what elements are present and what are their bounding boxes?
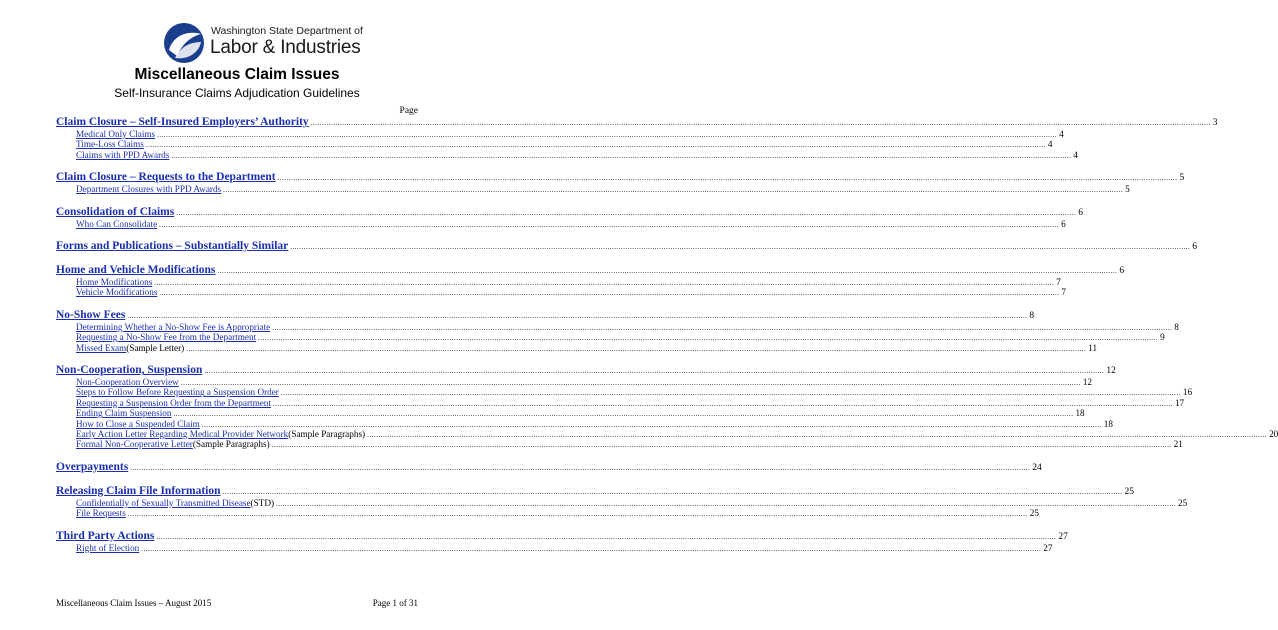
footer-page-number: Page 1 of 31 [372, 598, 418, 608]
toc-section-row [56, 205, 1083, 218]
toc-section-row [56, 240, 1198, 252]
org-line1: Washington State Department of [211, 25, 363, 37]
toc-subsection-row [56, 439, 1183, 450]
toc-section-link[interactable]: No-Show Fees [56, 308, 126, 321]
toc-page-number: 8 [1174, 321, 1179, 332]
toc-leader-dots: ................................................................................................................................................................................................................................................................................................................................................................................................................ [310, 119, 1211, 127]
page-column-header: Page [399, 106, 418, 116]
toc-section-link[interactable]: Non-Cooperation, Suspension [56, 364, 203, 376]
toc-page-number: 25 [1029, 508, 1039, 519]
toc-section-link[interactable]: Consolidation of Claims [56, 205, 175, 218]
toc-leader-dots: ................................................................................................................................................................................................................................................................................................................................................................................................................ [173, 410, 1074, 419]
toc-subsection-row [56, 218, 1066, 229]
toc-subsection-row [56, 149, 1078, 160]
toc-subsection-note: (Sample Letter) [126, 342, 185, 353]
toc-leader-dots: ................................................................................................................................................................................................................................................................................................................................................................................................................ [176, 208, 1077, 217]
toc-section-link[interactable]: Claim Closure – Requests to the Department [56, 171, 276, 184]
toc-subsection-link[interactable]: Determining Whether a No-Show Fee is Appropriate [76, 321, 271, 332]
toc-page-number: 3 [1212, 118, 1218, 128]
toc-subsection-row [56, 418, 1113, 429]
toc-leader-dots: ................................................................................................................................................................................................................................................................................................................................................................................................................ [154, 279, 1055, 287]
lni-logo-icon [163, 22, 205, 64]
toc-subsection-link[interactable]: Confidentially of Sexually Transmitted Disease [76, 497, 251, 508]
toc-leader-dots: ................................................................................................................................................................................................................................................................................................................................................................................................................ [159, 220, 1060, 229]
toc-leader-dots: ................................................................................................................................................................................................................................................................................................................................................................................................................ [157, 131, 1058, 139]
toc-leader-dots: ................................................................................................................................................................................................................................................................................................................................................................................................................ [159, 289, 1060, 298]
toc-leader-dots: ................................................................................................................................................................................................................................................................................................................................................................................................................ [367, 431, 1268, 439]
footer-left: Miscellaneous Claim Issues – August 2015 [56, 598, 212, 608]
toc-leader-dots: ................................................................................................................................................................................................................................................................................................................................................................................................................ [222, 487, 1123, 496]
toc-section-link[interactable]: Home and Vehicle Modifications [56, 264, 216, 276]
toc-subsection-row [56, 184, 1130, 195]
toc-subsection-link[interactable]: Missed Exam [76, 342, 127, 353]
toc-subsection-link[interactable]: How to Close a Suspended Claim [76, 418, 200, 429]
toc-subsection-link[interactable]: Who Can Consolidate [76, 218, 158, 229]
toc-page-number: 16 [1182, 387, 1193, 398]
toc-subsection-link[interactable]: Department Closures with PPD Awards [76, 184, 222, 195]
toc-leader-dots: ................................................................................................................................................................................................................................................................................................................................................................................................................ [127, 311, 1028, 320]
toc-page-number: 4 [1059, 129, 1064, 139]
toc-subsection-row [56, 129, 1064, 139]
toc-page-number: 6 [1061, 218, 1066, 229]
toc-subsection-link[interactable]: Vehicle Modifications [76, 287, 158, 298]
toc-subsection-link[interactable]: Claims with PPD Awards [76, 149, 170, 160]
toc-subsection-row [56, 287, 1066, 298]
toc-section-row [56, 460, 1042, 473]
toc-leader-dots: ................................................................................................................................................................................................................................................................................................................................................................................................................ [217, 267, 1118, 275]
toc-page-number: 18 [1075, 408, 1085, 419]
toc-section-link[interactable]: Forms and Publications – Substantially Similar [56, 240, 289, 252]
toc-page-number: 4 [1047, 139, 1053, 150]
toc-section-row [56, 364, 1116, 376]
toc-subsection-row [56, 397, 1185, 408]
toc-subsection-row [56, 139, 1053, 150]
toc-subsection-row [56, 377, 1093, 387]
toc-page-number: 12 [1106, 366, 1116, 376]
toc-leader-dots: ................................................................................................................................................................................................................................................................................................................................................................................................................ [280, 389, 1181, 398]
toc-subsection-link[interactable]: Time-Loss Claims [76, 139, 144, 150]
toc-leader-dots: ................................................................................................................................................................................................................................................................................................................................................................................................................ [258, 334, 1159, 343]
toc-subsection-link[interactable]: Non-Cooperation Overview [76, 377, 179, 387]
toc-page-number: 12 [1082, 377, 1093, 387]
toc-leader-dots: ................................................................................................................................................................................................................................................................................................................................................................................................................ [141, 544, 1042, 553]
toc-section-row [56, 116, 1218, 128]
toc-page-number: 25 [1124, 486, 1134, 497]
toc-leader-dots: ................................................................................................................................................................................................................................................................................................................................................................................................................ [171, 151, 1072, 160]
toc-section-row [56, 171, 1185, 184]
toc-subsection-row [56, 429, 1278, 439]
toc-section-link[interactable]: Claim Closure – Self-Insured Employers’ Authority [56, 116, 309, 128]
toc-subsection-link[interactable]: Requesting a No-Show Fee from the Department [76, 332, 257, 343]
toc-leader-dots: ................................................................................................................................................................................................................................................................................................................................................................................................................ [272, 323, 1173, 332]
toc-section-link[interactable]: Third Party Actions [56, 529, 155, 542]
toc-leader-dots: ................................................................................................................................................................................................................................................................................................................................................................................................................ [156, 532, 1057, 541]
toc-page-number: 9 [1160, 332, 1165, 343]
toc-subsection-note: (Sample Paragraphs) [288, 429, 366, 439]
toc-page-number: 24 [1032, 462, 1042, 473]
toc-page-number: 25 [1178, 497, 1188, 508]
toc-leader-dots: ................................................................................................................................................................................................................................................................................................................................................................................................................ [223, 186, 1124, 195]
toc-page-number: 27 [1058, 531, 1068, 542]
toc-page-number: 6 [1078, 207, 1083, 218]
toc-subsection-link[interactable]: File Requests [76, 508, 126, 519]
toc-section-link[interactable]: Overpayments [56, 460, 129, 473]
toc-section-link[interactable]: Releasing Claim File Information [56, 484, 221, 497]
toc-leader-dots: ................................................................................................................................................................................................................................................................................................................................................................................................................ [277, 174, 1178, 183]
toc-section-row [56, 529, 1068, 542]
toc-page-number: 18 [1103, 418, 1113, 429]
toc-subsection-row [56, 277, 1061, 287]
toc-subsection-row [56, 408, 1085, 419]
toc-page-number: 27 [1043, 542, 1053, 553]
toc-subsection-note: (STD) [250, 497, 275, 508]
toc-subsection-note: (Sample Paragraphs) [192, 439, 270, 450]
toc-subsection-row [56, 508, 1039, 519]
document-subtitle: Self-Insurance Claims Adjudication Guidelines [114, 86, 360, 100]
toc-subsection-row [56, 497, 1188, 508]
toc-section-row [56, 484, 1134, 497]
toc-subsection-link[interactable]: Medical Only Claims [76, 129, 156, 139]
toc-subsection-link[interactable]: Ending Claim Suspension [76, 408, 172, 419]
toc-leader-dots: ................................................................................................................................................................................................................................................................................................................................................................................................................ [201, 420, 1102, 429]
org-line2: Labor & Industries [210, 37, 361, 58]
toc-leader-dots: ................................................................................................................................................................................................................................................................................................................................................................................................................ [186, 344, 1087, 353]
toc-subsection-link[interactable]: Right of Election [76, 542, 140, 553]
toc-subsection-row [56, 342, 1098, 353]
toc-leader-dots: ................................................................................................................................................................................................................................................................................................................................................................................................................ [127, 510, 1028, 519]
toc-subsection-row [56, 332, 1165, 343]
toc-subsection-row [56, 387, 1193, 398]
toc-page-number: 7 [1056, 277, 1061, 287]
toc-leader-dots: ................................................................................................................................................................................................................................................................................................................................................................................................................ [290, 243, 1191, 251]
lni-logo [163, 22, 363, 66]
toc-page-number: 5 [1125, 184, 1130, 195]
toc-page-number: 17 [1174, 397, 1185, 408]
toc-page-number: 4 [1073, 149, 1078, 160]
toc-subsection-row [56, 542, 1053, 553]
toc-leader-dots: ................................................................................................................................................................................................................................................................................................................................................................................................................ [204, 367, 1105, 375]
toc-page-number: 6 [1119, 266, 1125, 276]
toc-leader-dots: ................................................................................................................................................................................................................................................................................................................................................................................................................ [180, 379, 1081, 387]
toc-section-row [56, 308, 1035, 321]
toc-leader-dots: ................................................................................................................................................................................................................................................................................................................................................................................................................ [272, 399, 1173, 408]
document-title: Miscellaneous Claim Issues [134, 66, 340, 83]
toc-subsection-row [56, 321, 1179, 332]
toc-leader-dots: ................................................................................................................................................................................................................................................................................................................................................................................................................ [276, 499, 1177, 508]
toc-subsection-link[interactable]: Requesting a Suspension Order from the Department [76, 397, 271, 408]
toc-page-number: 11 [1088, 342, 1098, 353]
toc-page-number: 5 [1179, 173, 1185, 184]
toc-subsection-link[interactable]: Steps to Follow Before Requesting a Suspension Order [76, 387, 279, 398]
toc-page-number: 7 [1061, 287, 1066, 298]
toc-page-number: 21 [1173, 439, 1183, 450]
toc-subsection-link[interactable]: Home Modifications [76, 277, 153, 287]
toc-subsection-link[interactable]: Formal Non-Cooperative Letter [76, 439, 193, 450]
toc-section-row [56, 264, 1125, 276]
toc-subsection-link[interactable]: Early Action Letter Regarding Medical Provider Network [76, 429, 289, 439]
toc-page-number: 8 [1029, 310, 1035, 321]
toc-page-number: 20 [1269, 429, 1278, 439]
toc-page-number: 6 [1192, 242, 1198, 252]
toc-leader-dots: ................................................................................................................................................................................................................................................................................................................................................................................................................ [271, 441, 1172, 450]
toc-leader-dots: ................................................................................................................................................................................................................................................................................................................................................................................................................ [145, 141, 1046, 150]
toc-leader-dots: ................................................................................................................................................................................................................................................................................................................................................................................................................ [130, 463, 1031, 472]
